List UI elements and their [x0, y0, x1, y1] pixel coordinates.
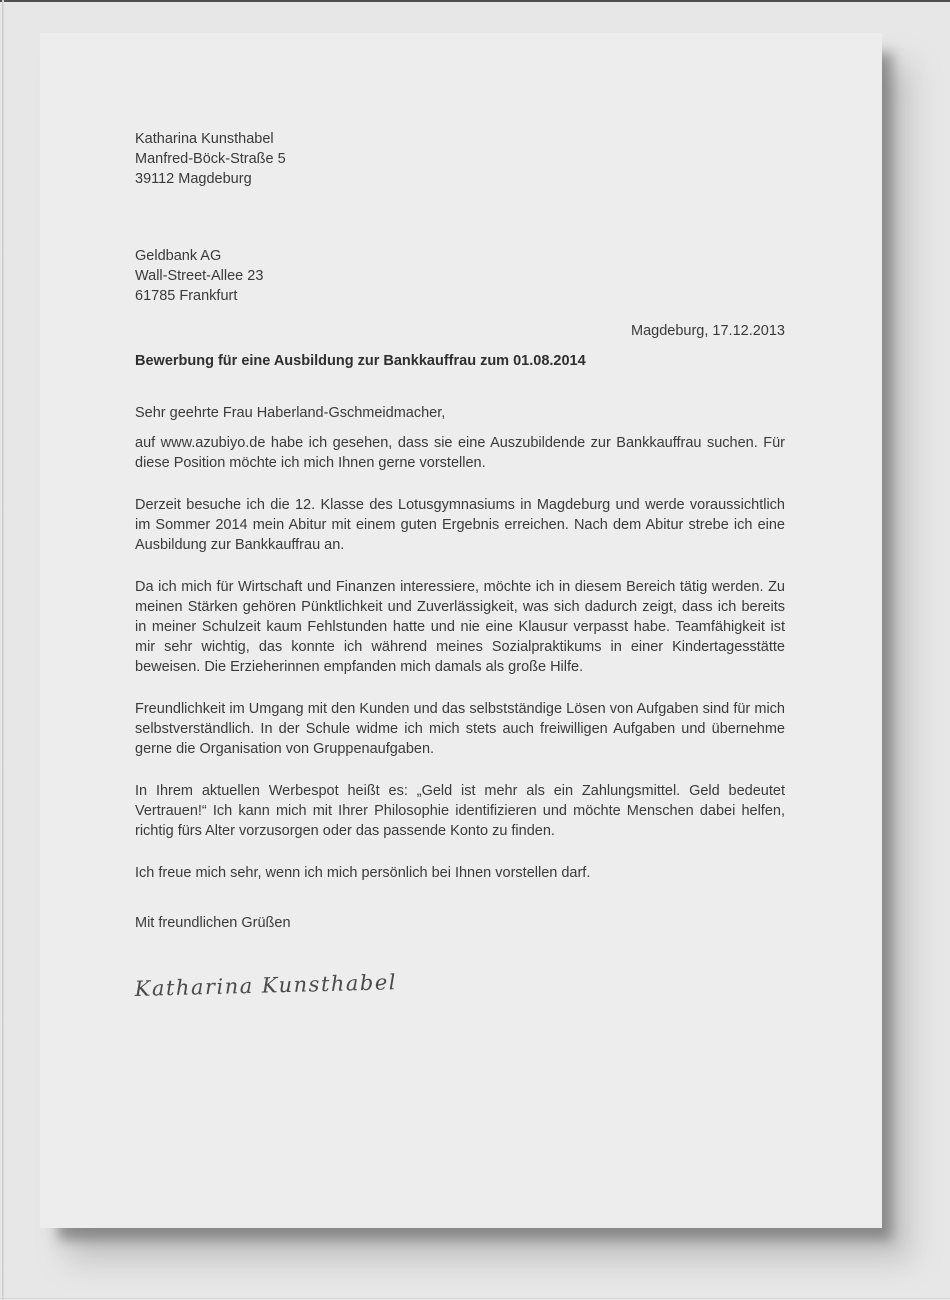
letter-paragraph: Ich freue mich sehr, wenn ich mich persönlich bei Ihnen vorstellen darf.	[135, 865, 591, 881]
scan-top-edge	[0, 0, 950, 2]
letter-content	[40, 33, 882, 1228]
recipient-street: Wall-Street-Allee 23	[135, 268, 264, 284]
recipient-city: 61785 Frankfurt	[135, 288, 238, 304]
letter-paragraph: Freundlichkeit im Umgang mit den Kunden und das selbstständige Lösen von Aufgaben sind für mich selbstverständlich. In der Schule widme ich mich stets auch freiwilligen Aufgaben und übernehme gerne die Organisation von Gruppenaufgaben.	[135, 701, 785, 757]
date-line: Magdeburg, 17.12.2013	[631, 323, 785, 339]
sender-name: Katharina Kunsthabel	[135, 131, 274, 147]
letter-paragraph: Derzeit besuche ich die 12. Klasse des Lotusgymnasiums in Magdeburg und werde voraussichtlich im Sommer 2014 mein Abitur mit einem guten Ergebnis erreichen. Nach dem Abitur strebe ich eine Ausbildung zur Bankkauffrau an.	[135, 497, 785, 553]
letter-page	[40, 33, 882, 1228]
signature-script: Katharina Kunsthabel	[134, 970, 398, 1001]
recipient-name: Geldbank AG	[135, 248, 222, 264]
recipient-address	[135, 246, 785, 306]
letter-body	[135, 433, 785, 883]
subject-line: Bewerbung für eine Ausbildung zur Bankkauffrau zum 01.08.2014	[135, 353, 586, 369]
sender-street: Manfred-Böck-Straße 5	[135, 151, 286, 167]
scan-bottom-edge	[0, 1298, 950, 1299]
salutation: Sehr geehrte Frau Haberland-Gschmeidmacher,	[135, 405, 446, 421]
sender-city: 39112 Magdeburg	[135, 171, 252, 187]
letter-paragraph: Da ich mich für Wirtschaft und Finanzen interessiere, möchte ich in diesem Bereich tätig werden. Zu meinen Stärken gehören Pünktlichkeit und Zuverlässigkeit, was sich dadurch zeigt, dass ich bereits in meiner Schulzeit kaum Fehlstunden hatte und nie eine Klausur verpasst habe. Teamfähigkeit ist mir sehr wichtig, das konnte ich während meines Sozialpraktikums in einer Kindertagesstätte beweisen. Die Erzieherinnen empfanden mich damals als große Hilfe.	[135, 579, 785, 675]
letter-paragraph: auf www.azubiyo.de habe ich gesehen, dass sie eine Auszubildende zur Bankkauffrau suchen. Für diese Position möchte ich mich Ihnen gerne vorstellen.	[135, 435, 785, 471]
closing-line: Mit freundlichen Grüßen	[135, 915, 291, 931]
scan-left-edge	[2, 0, 4, 1300]
letter-paragraph: In Ihrem aktuellen Werbespot heißt es: „Geld ist mehr als ein Zahlungsmittel. Geld bedeutet Vertrauen!“ Ich kann mich mit Ihrer Philosophie identifizieren und möchte Menschen dabei helfen, richtig fürs Alter vorzusorgen oder das passende Konto zu finden.	[135, 783, 785, 839]
sender-address	[135, 129, 785, 189]
